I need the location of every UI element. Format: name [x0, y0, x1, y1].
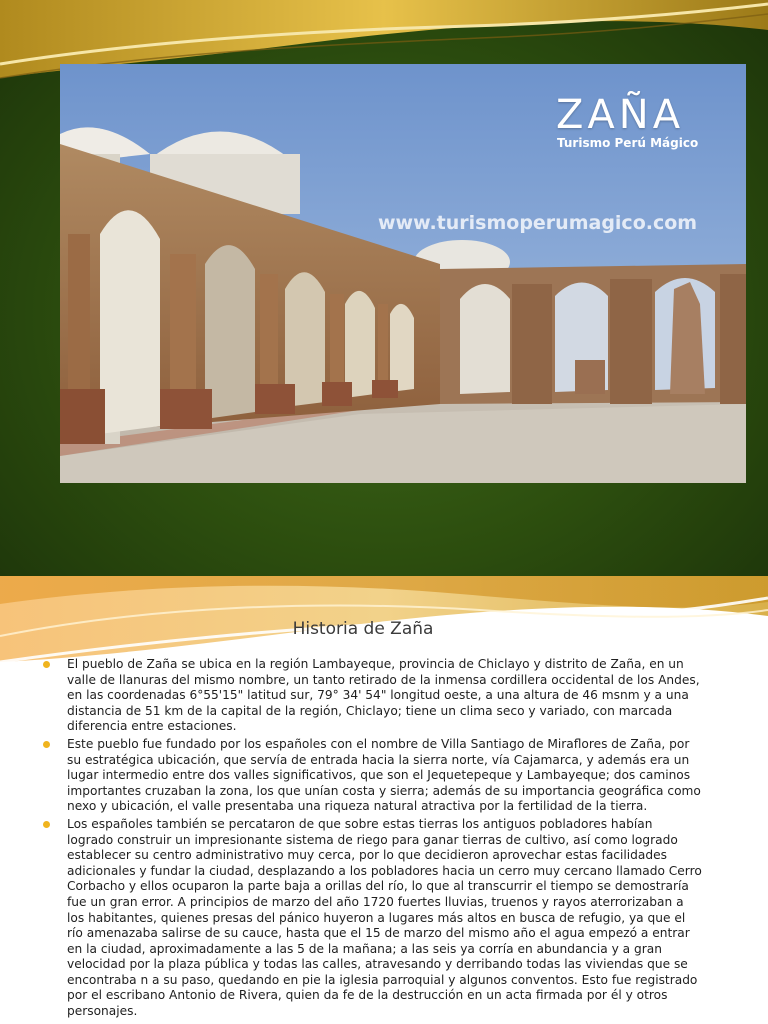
photo-subtitle: Turismo Perú Mágico: [557, 136, 699, 150]
photo-title: ZAÑA: [556, 92, 685, 138]
slide-title: Historia de Zaña: [292, 619, 434, 639]
history-bullet-list: [42, 657, 702, 1022]
photo-watermark-url: www.turismoperumagico.com: [378, 212, 698, 234]
zana-ruins-photo: [60, 64, 746, 483]
bullet-text: Este pueblo fue fundado por los españoles con el nombre de Villa Santiago de Miraflores de Zaña, por su estratégica ubicación, que servía de entrada hacia la sierra norte, vía Cajamarca, y además era un lugar intermedio entre dos valles significativos, que son el Jequetepeque y Lambayeque; dos caminos importantes cruzaban la zona, los que unían costa y sierra; además de su importancia geográfica como nexo y ubicación, el valle presentaba una riqueza natural atractiva por la fertilidad de la tierra.: [67, 736, 701, 814]
bullet-dot-icon: [43, 741, 50, 748]
bullet-text: Los españoles también se percataron de que sobre estas tierras los antiguos pobladores habían logrado construir un impresionante sistema de riego para ganar tierras de cultivo, así como logrado establecer su centro administrativo muy cerca, por lo que decidieron aprovechar estas facilidades adicionales y fundar la ciudad, desplazando a los pobladores hacia un cerro muy cercano llamado Cerro Corbacho y ellos ocuparon la parte baja a orillas del río, lo que al transcurrir el tiempo se demostraría fue un gran error. A principios de marzo del año 1720 fuertes lluvias, truenos y rayos aterrorizaban a los habitantes, quienes presas del pánico huyeron a lugares más altos en busca de refugio, ya que el río amenazaba salirse de su cauce, hasta que el 15 de marzo del mismo año el agua empezó a entrar en la ciudad, aproximadamente a las 5 de la mañana; a las seis ya corría en abundancia y a gran velocidad por la plaza pública y todas las calles, atravesando y derribando todas las viviendas que se encontraba n a su paso, quedando en pie la iglesia parroquial y algunos conventos. Esto fue registrado por el escribano Antonio de Rivera, quien da fe de la destrucción en un acta firmada por él y otros personajes.: [67, 816, 702, 1019]
bullet-dot-icon: [43, 661, 50, 668]
bullet-text: El pueblo de Zaña se ubica en la región Lambayeque, provincia de Chiclayo y distrito de Zaña, en un valle de llanuras del mismo nombre, un tanto retirado de la inmensa cordillera occidental de los Andes, en las coordenadas 6°55'15" latitud sur, 79° 34' 54" longitud oeste, a una altura de 46 msnm y a una distancia de 51 km de la capital de la región, Chiclayo; tiene un clima seco y variado, con marcada diferencia entre estaciones.: [67, 657, 700, 734]
list-item: [42, 817, 702, 1020]
list-item: [42, 657, 702, 735]
bullet-dot-icon: [43, 821, 50, 828]
slide-2: [0, 576, 768, 1024]
list-item: [42, 737, 702, 815]
